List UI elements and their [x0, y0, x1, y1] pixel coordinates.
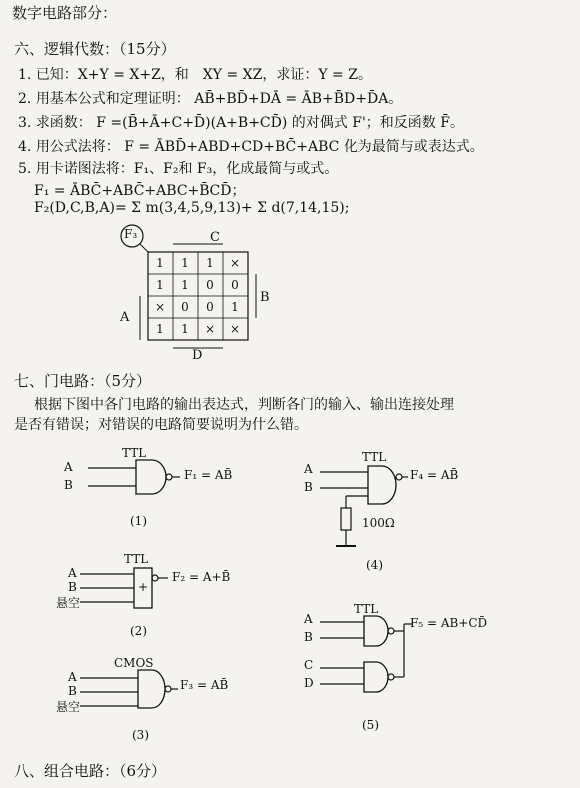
circuit-5-input-a: A [304, 612, 313, 626]
item-3-text: 求函数： [35, 115, 92, 131]
circuit-5-output: F₅ = AB+CD̄ [410, 616, 488, 630]
circuit-2-type: TTL [124, 552, 149, 566]
kmap-cell: 1 [206, 256, 214, 270]
kmap-var-bottom: D [192, 348, 203, 363]
item-4-text-post: 化为最简与或表达式。 [343, 139, 484, 155]
circuit-5-caption: (5) [362, 718, 379, 732]
circuit-3-input-a: A [68, 670, 77, 684]
kmap-cell: 1 [156, 278, 164, 292]
circuit-3-input-b: B [68, 684, 77, 698]
circuit-1-input-b: B [64, 478, 73, 492]
circuit-5-input-b: B [304, 630, 313, 644]
circuit-1-type: TTL [122, 446, 147, 460]
circuit-1-output: F₁ = AB̄ [184, 468, 233, 482]
item-1 [18, 64, 372, 84]
kmap-cell: 0 [231, 278, 239, 292]
circuit-1-input-a: A [64, 460, 73, 474]
item-3 [18, 112, 464, 132]
kmap-cell: 1 [156, 322, 164, 336]
kmap-cell: × [229, 256, 241, 270]
circuit-3-type: CMOS [114, 656, 154, 670]
item-2 [18, 88, 402, 108]
circuit-2-caption: (2) [130, 624, 147, 638]
circuit-2-symbol: + [138, 580, 149, 594]
item-1-text: 已知：X+Y = X+Z，和 XY = XZ，求证：Y = Z。 [35, 67, 372, 83]
circuit-2-gate [52, 552, 252, 642]
sec8-title: 八、组合电路：（6分） [14, 762, 167, 780]
kmap-cell: × [154, 300, 166, 314]
sec7-desc-line2: 是否有错误；对错误的电路简要说明为什么错。 [14, 417, 308, 433]
f1-expression: F₁ = ĀBC̄+ABC̄+ABC+B̄CD̄； [34, 183, 246, 199]
circuit-3 [52, 656, 252, 746]
item-5-num: 5. [18, 161, 32, 177]
circuit-2-input-floating: 悬空 [56, 596, 81, 610]
circuit-4-resistor-label: 100Ω [362, 516, 395, 530]
kmap-cell: 0 [181, 300, 189, 314]
circuit-4-output: F₄ = AB̄ [410, 468, 459, 482]
kmap-label: F₃ [124, 227, 138, 241]
item-1-num: 1. [18, 67, 32, 83]
item-5-text: 用卡诺图法将：F₁、F₂和 F₃，化成最简与或式。 [35, 161, 339, 177]
circuit-2-input-b: B [68, 580, 77, 594]
kmap-cell: 1 [156, 256, 164, 270]
kmap-cell: 1 [231, 300, 239, 314]
circuit-3-output: F₃ = AB̄ [180, 678, 229, 692]
circuit-4-caption: (4) [366, 558, 383, 572]
item-3-formula: F =(B̄+Ā+C+D̄)(A+B+CD̄) 的对偶式 F'；和反函数 F̄。 [96, 115, 464, 131]
circuit-1-caption: (1) [130, 514, 147, 528]
section-digital-title: 数字电路部分： [12, 4, 118, 22]
kmap-cell: 1 [181, 256, 189, 270]
item-3-num: 3. [18, 115, 32, 131]
item-2-formula: AB̄+BD̄+DĀ = ĀB+B̄D+D̄A。 [194, 91, 403, 107]
circuit-2 [52, 552, 252, 642]
kmap-cell: 1 [181, 278, 189, 292]
item-2-num: 2. [18, 91, 32, 107]
kmap-var-left: A [120, 310, 130, 325]
kmap-cell: × [229, 322, 241, 336]
circuit-5-type: TTL [354, 602, 379, 616]
circuit-4-type: TTL [362, 450, 387, 464]
circuit-1 [60, 446, 260, 536]
circuit-2-input-a: A [68, 566, 77, 580]
circuit-4-input-a: A [304, 462, 313, 476]
item-5 [18, 158, 338, 178]
circuit-4 [298, 446, 538, 586]
sec6-title: 六、逻辑代数：（15分） [14, 40, 176, 58]
f2-expression: F₂(D,C,B,A)= Σ m(3,4,5,9,13)+ Σ d(7,14,15); [34, 200, 350, 216]
circuit-3-input-floating: 悬空 [56, 700, 81, 714]
circuit-2-output: F₂ = A+B̄ [172, 570, 231, 584]
sec7-desc-line1: 根据下图中各门电路的输出表达式，判断各门的输入、输出连接处理 [34, 397, 454, 413]
circuit-5 [298, 600, 558, 740]
item-4 [18, 136, 484, 156]
karnaugh-map [118, 224, 278, 364]
circuit-4-input-b: B [304, 480, 313, 494]
circuit-5-input-d: D [304, 676, 314, 690]
karnaugh-map-lines [118, 224, 278, 364]
item-4-text: 用公式法将： [35, 139, 120, 155]
kmap-cell: 0 [206, 278, 214, 292]
item-4-formula: F = ĀBD̄+ABD+CD+BC̄+ABC [124, 139, 340, 155]
circuit-4-gate [298, 446, 538, 586]
circuit-3-caption: (3) [132, 728, 149, 742]
item-2-text: 用基本公式和定理证明： [35, 91, 190, 107]
circuit-5-input-c: C [304, 658, 314, 672]
item-4-num: 4. [18, 139, 32, 155]
kmap-cell: 0 [206, 300, 214, 314]
kmap-var-top: C [210, 230, 220, 245]
circuit-1-gate [60, 446, 260, 536]
kmap-var-right: B [260, 290, 270, 305]
kmap-cell: × [204, 322, 216, 336]
sec7-title: 七、门电路：（5分） [14, 372, 152, 390]
kmap-cell: 1 [181, 322, 189, 336]
